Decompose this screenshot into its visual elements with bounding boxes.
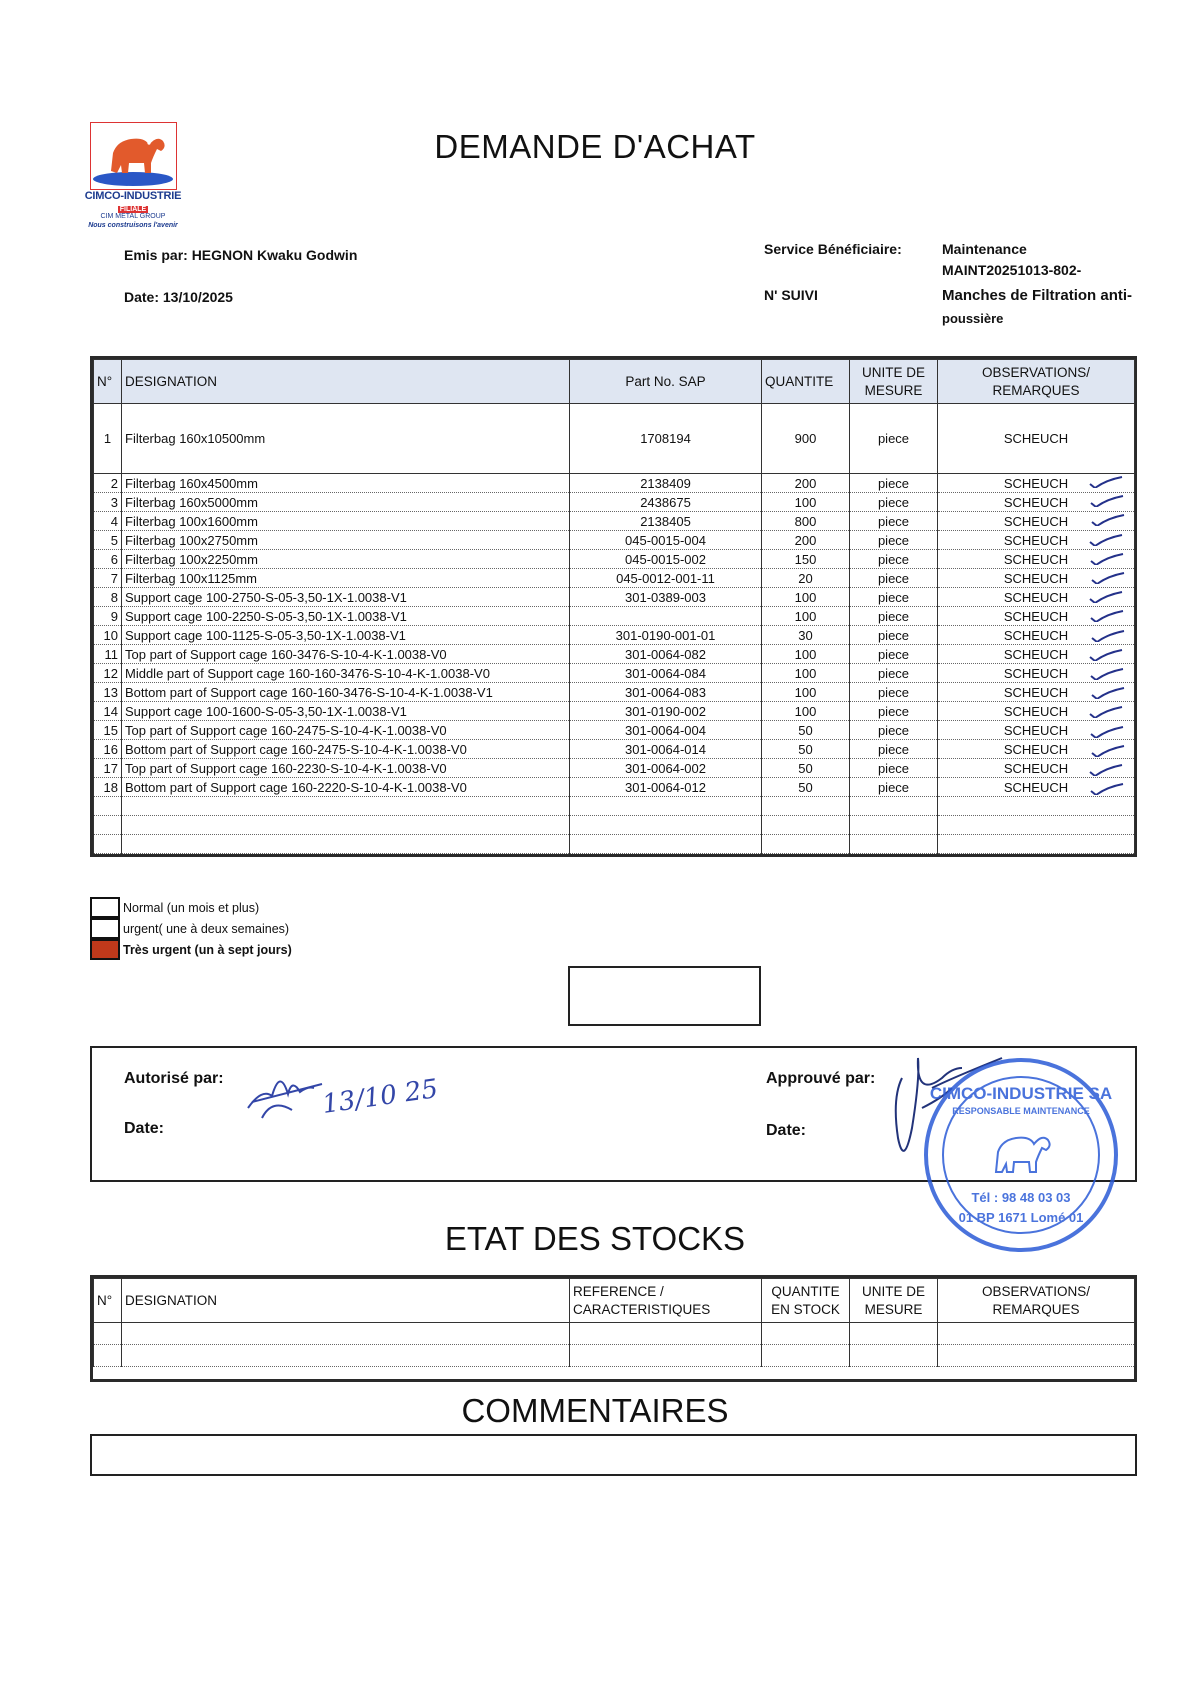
cell-unit: piece [850,512,938,531]
cell-obs: SCHEUCH [938,569,1135,588]
cell-obs: SCHEUCH [938,721,1135,740]
cell-unit: piece [850,683,938,702]
cell-designation: Top part of Support cage 160-2475-S-10-4-K-1.0038-V0 [122,721,570,740]
table-row [94,474,1135,493]
request-date: Date: 13/10/2025 [124,289,233,305]
cell-qty: 800 [762,512,850,531]
cell-obs: SCHEUCH [938,626,1135,645]
cell-no: 5 [94,531,122,550]
check-mark-icon [1090,572,1126,584]
cell-obs: SCHEUCH [938,474,1135,493]
cell-unit: piece [850,626,938,645]
cell-part: 301-0064-084 [570,664,762,683]
cell-part: 301-0190-001-01 [570,626,762,645]
cell-designation: Bottom part of Support cage 160-160-3476-S-10-4-K-1.0038-V1 [122,683,570,702]
cell-obs: SCHEUCH [938,664,1135,683]
stocks-table [93,1278,1135,1367]
cell-part: 045-0015-002 [570,550,762,569]
cell-designation: Filterbag 100x2750mm [122,531,570,550]
cell-unit: piece [850,588,938,607]
cell-part: 301-0064-082 [570,645,762,664]
cell-part: 2438675 [570,493,762,512]
approuve-label: Approuvé par: [766,1070,876,1087]
cell-part [570,607,762,626]
check-mark-icon [1088,764,1124,776]
cell-qty: 50 [762,740,850,759]
check-mark-icon [1088,706,1124,718]
issuer: Emis par: HEGNON Kwaku Godwin [124,247,358,263]
stamp-elephant-icon [988,1122,1054,1182]
cell-obs: SCHEUCH [938,683,1135,702]
stock-col-unit: UNITE DE MESURE [850,1279,938,1323]
table-row [94,569,1135,588]
check-mark-icon [1090,687,1126,699]
cell-obs: SCHEUCH [938,550,1135,569]
cell-designation: Bottom part of Support cage 160-2220-S-10-4-K-1.0038-V0 [122,778,570,797]
cell-qty: 50 [762,778,850,797]
priority-urgent-label: urgent( une à deux semaines) [123,922,290,936]
stocks-title: ETAT DES STOCKS [444,1220,746,1257]
cell-designation: Support cage 100-2250-S-05-3,50-1X-1.0038-V1 [122,607,570,626]
col-qty: QUANTITE [762,360,850,404]
table-row [94,721,1135,740]
cell-qty: 30 [762,626,850,645]
cell-designation: Middle part of Support cage 160-160-3476-S-10-4-K-1.0038-V0 [122,664,570,683]
comments-box[interactable] [90,1434,1137,1476]
col-designation: DESIGNATION [122,360,570,404]
cell-unit: piece [850,778,938,797]
cell-obs: SCHEUCH [938,493,1135,512]
cell-no: 8 [94,588,122,607]
cell-no: 9 [94,607,122,626]
check-mark-icon [1089,726,1125,738]
logo-slogan: Nous construisons l'avenir [88,222,178,229]
table-row [94,702,1135,721]
cell-qty: 100 [762,645,850,664]
check-mark-icon [1089,668,1125,680]
stamp-company: CIMCO-INDUSTRIE SA [929,1084,1113,1103]
autorise-date-label: Date: [124,1120,165,1137]
priority-normal-label: Normal (un mois et plus) [123,901,260,915]
priority-tres-urgent-label: Très urgent (un à sept jours) [123,943,292,957]
cell-part: 301-0064-002 [570,759,762,778]
check-mark-icon [1090,745,1126,757]
stamp-address: 01 BP 1671 Lomé 01 [958,1210,1084,1225]
stock-col-obs: OBSERVATIONS/ REMARQUES [938,1279,1135,1323]
cell-no: 18 [94,778,122,797]
cell-designation: Support cage 100-1600-S-05-3,50-1X-1.0038-V1 [122,702,570,721]
check-mark-icon [1088,591,1124,603]
table-row: 1 Filterbag 160x10500mm 1708194 900 piece SCHEUCH [94,404,1135,474]
table-row [94,550,1135,569]
approuve-date-label: Date: [766,1122,807,1139]
cell-no: 6 [94,550,122,569]
check-mark-icon [1089,495,1125,507]
cell-no: 10 [94,626,122,645]
stock-col-designation: DESIGNATION [122,1279,570,1323]
cell-qty: 50 [762,759,850,778]
empty-row [94,797,1135,816]
stocks-empty-row [94,1345,1135,1367]
table-row [94,645,1135,664]
cell-no: 17 [94,759,122,778]
cell-no: 11 [94,645,122,664]
items-table-header [94,360,1135,404]
items-table [93,359,1135,854]
table-row [94,664,1135,683]
stock-col-no: N° [94,1279,122,1323]
cell-qty: 20 [762,569,850,588]
stock-col-qty: QUANTITE EN STOCK [762,1279,850,1323]
col-part: Part No. SAP [570,360,762,404]
col-unit: UNITE DE MESURE [850,360,938,404]
cell-qty: 100 [762,702,850,721]
cell-no: 14 [94,702,122,721]
tracking-label: N' SUIVI [764,287,818,303]
cell-qty: 100 [762,493,850,512]
logo-filiale-tag: FILIALE [119,206,147,213]
table-row [94,531,1135,550]
table-row [94,607,1135,626]
cell-designation: Filterbag 100x2250mm [122,550,570,569]
cell-designation: Filterbag 100x1600mm [122,512,570,531]
cell-designation: Filterbag 160x4500mm [122,474,570,493]
cell-part: 301-0064-004 [570,721,762,740]
cell-no: 4 [94,512,122,531]
cell-unit: piece [850,531,938,550]
object-line-2: poussière [942,311,1004,326]
table-row [94,588,1135,607]
priority-urgent-box[interactable] [90,918,120,939]
reference-box [568,966,761,1026]
cell-part: 301-0064-012 [570,778,762,797]
check-mark-icon [1088,534,1124,546]
service-value: Maintenance [942,241,1027,257]
table-row [94,626,1135,645]
cell-unit: piece [850,721,938,740]
table-row [94,493,1135,512]
cell-obs: SCHEUCH [938,588,1135,607]
empty-row [94,816,1135,835]
cell-qty: 150 [762,550,850,569]
check-mark-icon [1090,514,1126,526]
col-obs: OBSERVATIONS/ REMARQUES [938,360,1135,404]
cell-unit: piece [850,759,938,778]
cell-obs: SCHEUCH [938,702,1135,721]
check-mark-icon [1089,783,1125,795]
cell-no: 2 [94,474,122,493]
cell-designation: Filterbag 160x5000mm [122,493,570,512]
logo-group-name: CIM METAL GROUP [100,213,166,220]
cell-no: 16 [94,740,122,759]
cell-designation: Bottom part of Support cage 160-2475-S-10-4-K-1.0038-V0 [122,740,570,759]
stock-col-ref: REFERENCE / CARACTERISTIQUES [570,1279,762,1323]
cell-part: 045-0015-004 [570,531,762,550]
cell-obs: SCHEUCH [938,759,1135,778]
cell-part: 2138409 [570,474,762,493]
cell-unit: piece [850,474,938,493]
table-row [94,740,1135,759]
table-row [94,778,1135,797]
cell-unit: piece [850,664,938,683]
stocks-empty-row [94,1323,1135,1345]
cell-designation: Filterbag 100x1125mm [122,569,570,588]
cell-obs: SCHEUCH [938,531,1135,550]
cell-qty: 100 [762,588,850,607]
cell-unit: piece [850,550,938,569]
logo-company-name: CIMCO-INDUSTRIE [84,190,182,202]
stamp-role: RESPONSABLE MAINTENANCE [952,1106,1090,1116]
autorise-label: Autorisé par: [124,1070,224,1087]
cell-unit: piece [850,607,938,626]
items-rows [94,474,1135,797]
cell-unit: piece [850,702,938,721]
check-mark-icon [1088,649,1124,661]
check-mark-icon [1089,553,1125,565]
table-row [94,759,1135,778]
object-line-1: Manches de Filtration anti- [942,287,1133,304]
check-mark-icon [1088,476,1124,488]
cell-designation: Support cage 100-2750-S-05-3,50-1X-1.0038-V1 [122,588,570,607]
cell-qty: 100 [762,683,850,702]
cell-designation: Top part of Support cage 160-3476-S-10-4-K-1.0038-V0 [122,645,570,664]
table-row [94,683,1135,702]
cell-qty: 100 [762,664,850,683]
priority-normal-box[interactable] [90,897,120,918]
cell-part: 045-0012-001-11 [570,569,762,588]
empty-row [94,835,1135,854]
cell-no: 7 [94,569,122,588]
cell-obs: SCHEUCH [938,740,1135,759]
handwritten-date: 13/10 25 [320,1074,440,1120]
stamp-phone: Tél : 98 48 03 03 [971,1190,1071,1205]
cell-part: 2138405 [570,512,762,531]
comments-title: COMMENTAIRES [461,1392,729,1429]
cell-obs: SCHEUCH [938,512,1135,531]
stocks-table-header [94,1279,1135,1323]
cell-obs: SCHEUCH [938,778,1135,797]
cell-unit: piece [850,569,938,588]
check-mark-icon [1090,630,1126,642]
cell-qty: 200 [762,474,850,493]
cell-part: 301-0389-003 [570,588,762,607]
cell-qty: 200 [762,531,850,550]
cell-qty: 100 [762,607,850,626]
document-title: DEMANDE D'ACHAT [434,128,756,165]
cell-unit: piece [850,740,938,759]
approval-section [90,1046,1137,1225]
cell-designation: Support cage 100-1125-S-05-3,50-1X-1.0038-V1 [122,626,570,645]
tracking-number: MAINT20251013-802- [942,262,1082,278]
cell-no: 12 [94,664,122,683]
priority-tres-urgent-box[interactable] [90,939,120,960]
cell-obs: SCHEUCH [938,645,1135,664]
cell-part: 301-0064-014 [570,740,762,759]
cell-no: 3 [94,493,122,512]
logo-group [97,206,169,220]
service-label: Service Bénéficiaire: [764,241,902,257]
table-row [94,512,1135,531]
col-no: N° [94,360,122,404]
cell-part: 301-0190-002 [570,702,762,721]
cell-part: 301-0064-083 [570,683,762,702]
cell-qty: 50 [762,721,850,740]
cell-designation: Top part of Support cage 160-2230-S-10-4-K-1.0038-V0 [122,759,570,778]
cell-no: 13 [94,683,122,702]
cell-no: 15 [94,721,122,740]
check-mark-icon [1089,610,1125,622]
cell-obs: SCHEUCH [938,607,1135,626]
cell-unit: piece [850,645,938,664]
cell-unit: piece [850,493,938,512]
